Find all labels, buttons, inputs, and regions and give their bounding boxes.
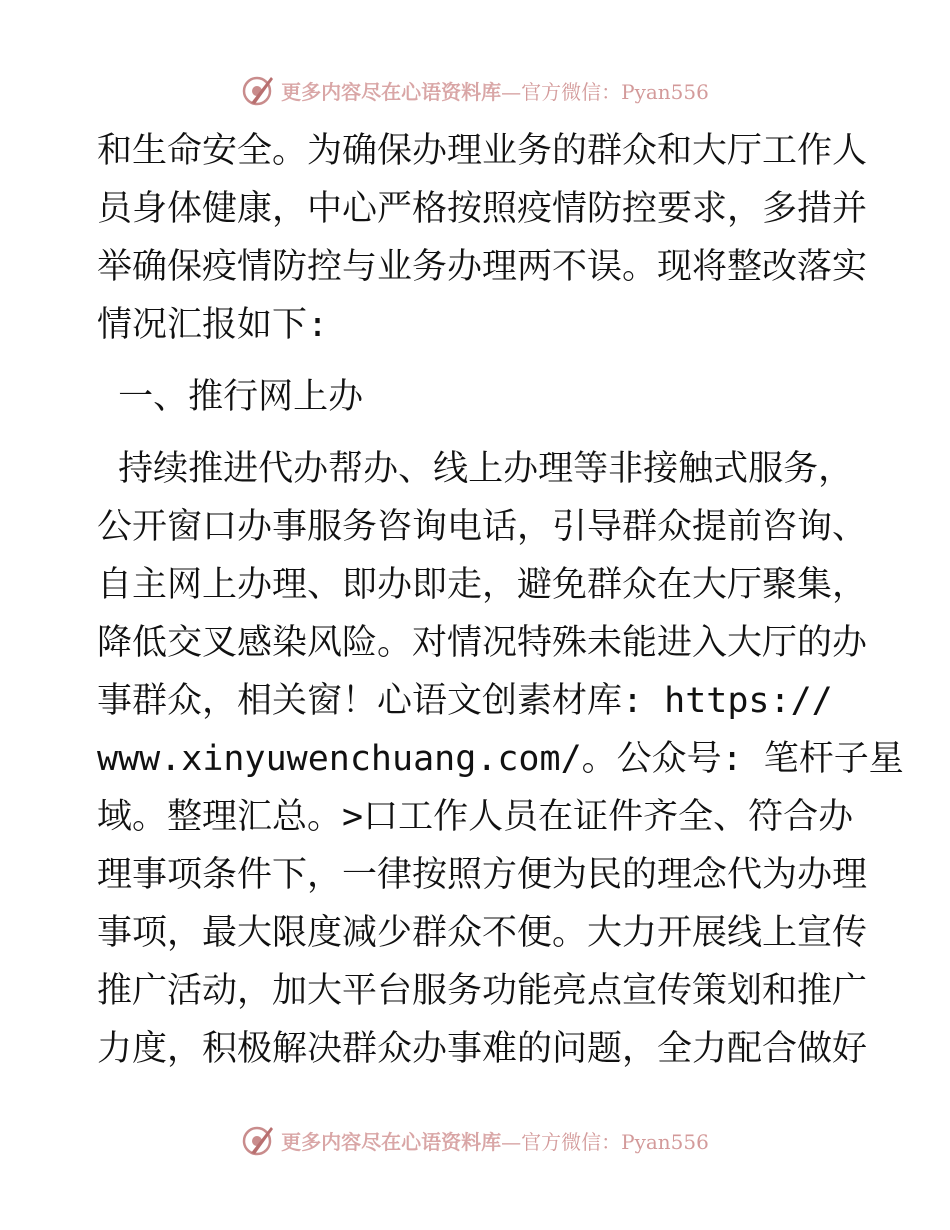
text-line: 公开窗口办事服务咨询电话，引导群众提前咨询、 [97,507,868,547]
heading-line: 一、推行网上办 [97,377,364,417]
footer-watermark [0,1120,950,1160]
text-line: www.xinyuwenchuang.com/。公众号: 笔杆子星 [97,739,904,779]
text-line: 力度，积极解决群众办事难的问题，全力配合做好 [97,1029,868,1069]
paragraph-intro [97,122,868,354]
text-line: 员身体健康，中心严格按照疫情防控要求，多措并 [97,189,868,229]
text-line: 自主网上办理、即办即走，避免群众在大厅聚集， [97,565,868,605]
paragraph-section-one [97,440,904,1078]
text-line: 情况汇报如下: [97,305,329,345]
text-line: 理事项条件下，一律按照方便为民的理念代为办理 [97,855,868,895]
text-line: 持续推进代办帮办、线上办理等非接触式服务， [97,449,854,489]
watermark-text [281,76,709,105]
text-line: 降低交叉感染风险。对情况特殊未能进入大厅的办 [97,623,868,663]
text-line: 举确保疫情防控与业务办理两不误。现将整改落实 [97,247,868,287]
text-line: 和生命安全。为确保办理业务的群众和大厅工作人 [97,131,868,171]
watermark-contact: —官方微信：Pyan556 [501,79,709,104]
watermark-contact: —官方微信：Pyan556 [501,1129,709,1154]
quill-seal-icon [241,73,275,107]
text-line: 推广活动，加大平台服务功能亮点宣传策划和推广 [97,971,868,1011]
header-watermark [0,70,950,110]
section-heading [97,368,857,426]
watermark-brand: 更多内容尽在心语资料库 [281,1129,502,1154]
quill-seal-icon [241,1123,275,1157]
watermark-text [281,1126,709,1155]
text-line: 事群众，相关窗！心语文创素材库: https:// [97,681,833,721]
document-body [97,122,904,1078]
text-line: 事项，最大限度减少群众不便。大力开展线上宣传 [97,913,868,953]
text-line: 域。整理汇总。>口工作人员在证件齐全、符合办 [97,797,854,837]
watermark-brand: 更多内容尽在心语资料库 [281,79,502,104]
